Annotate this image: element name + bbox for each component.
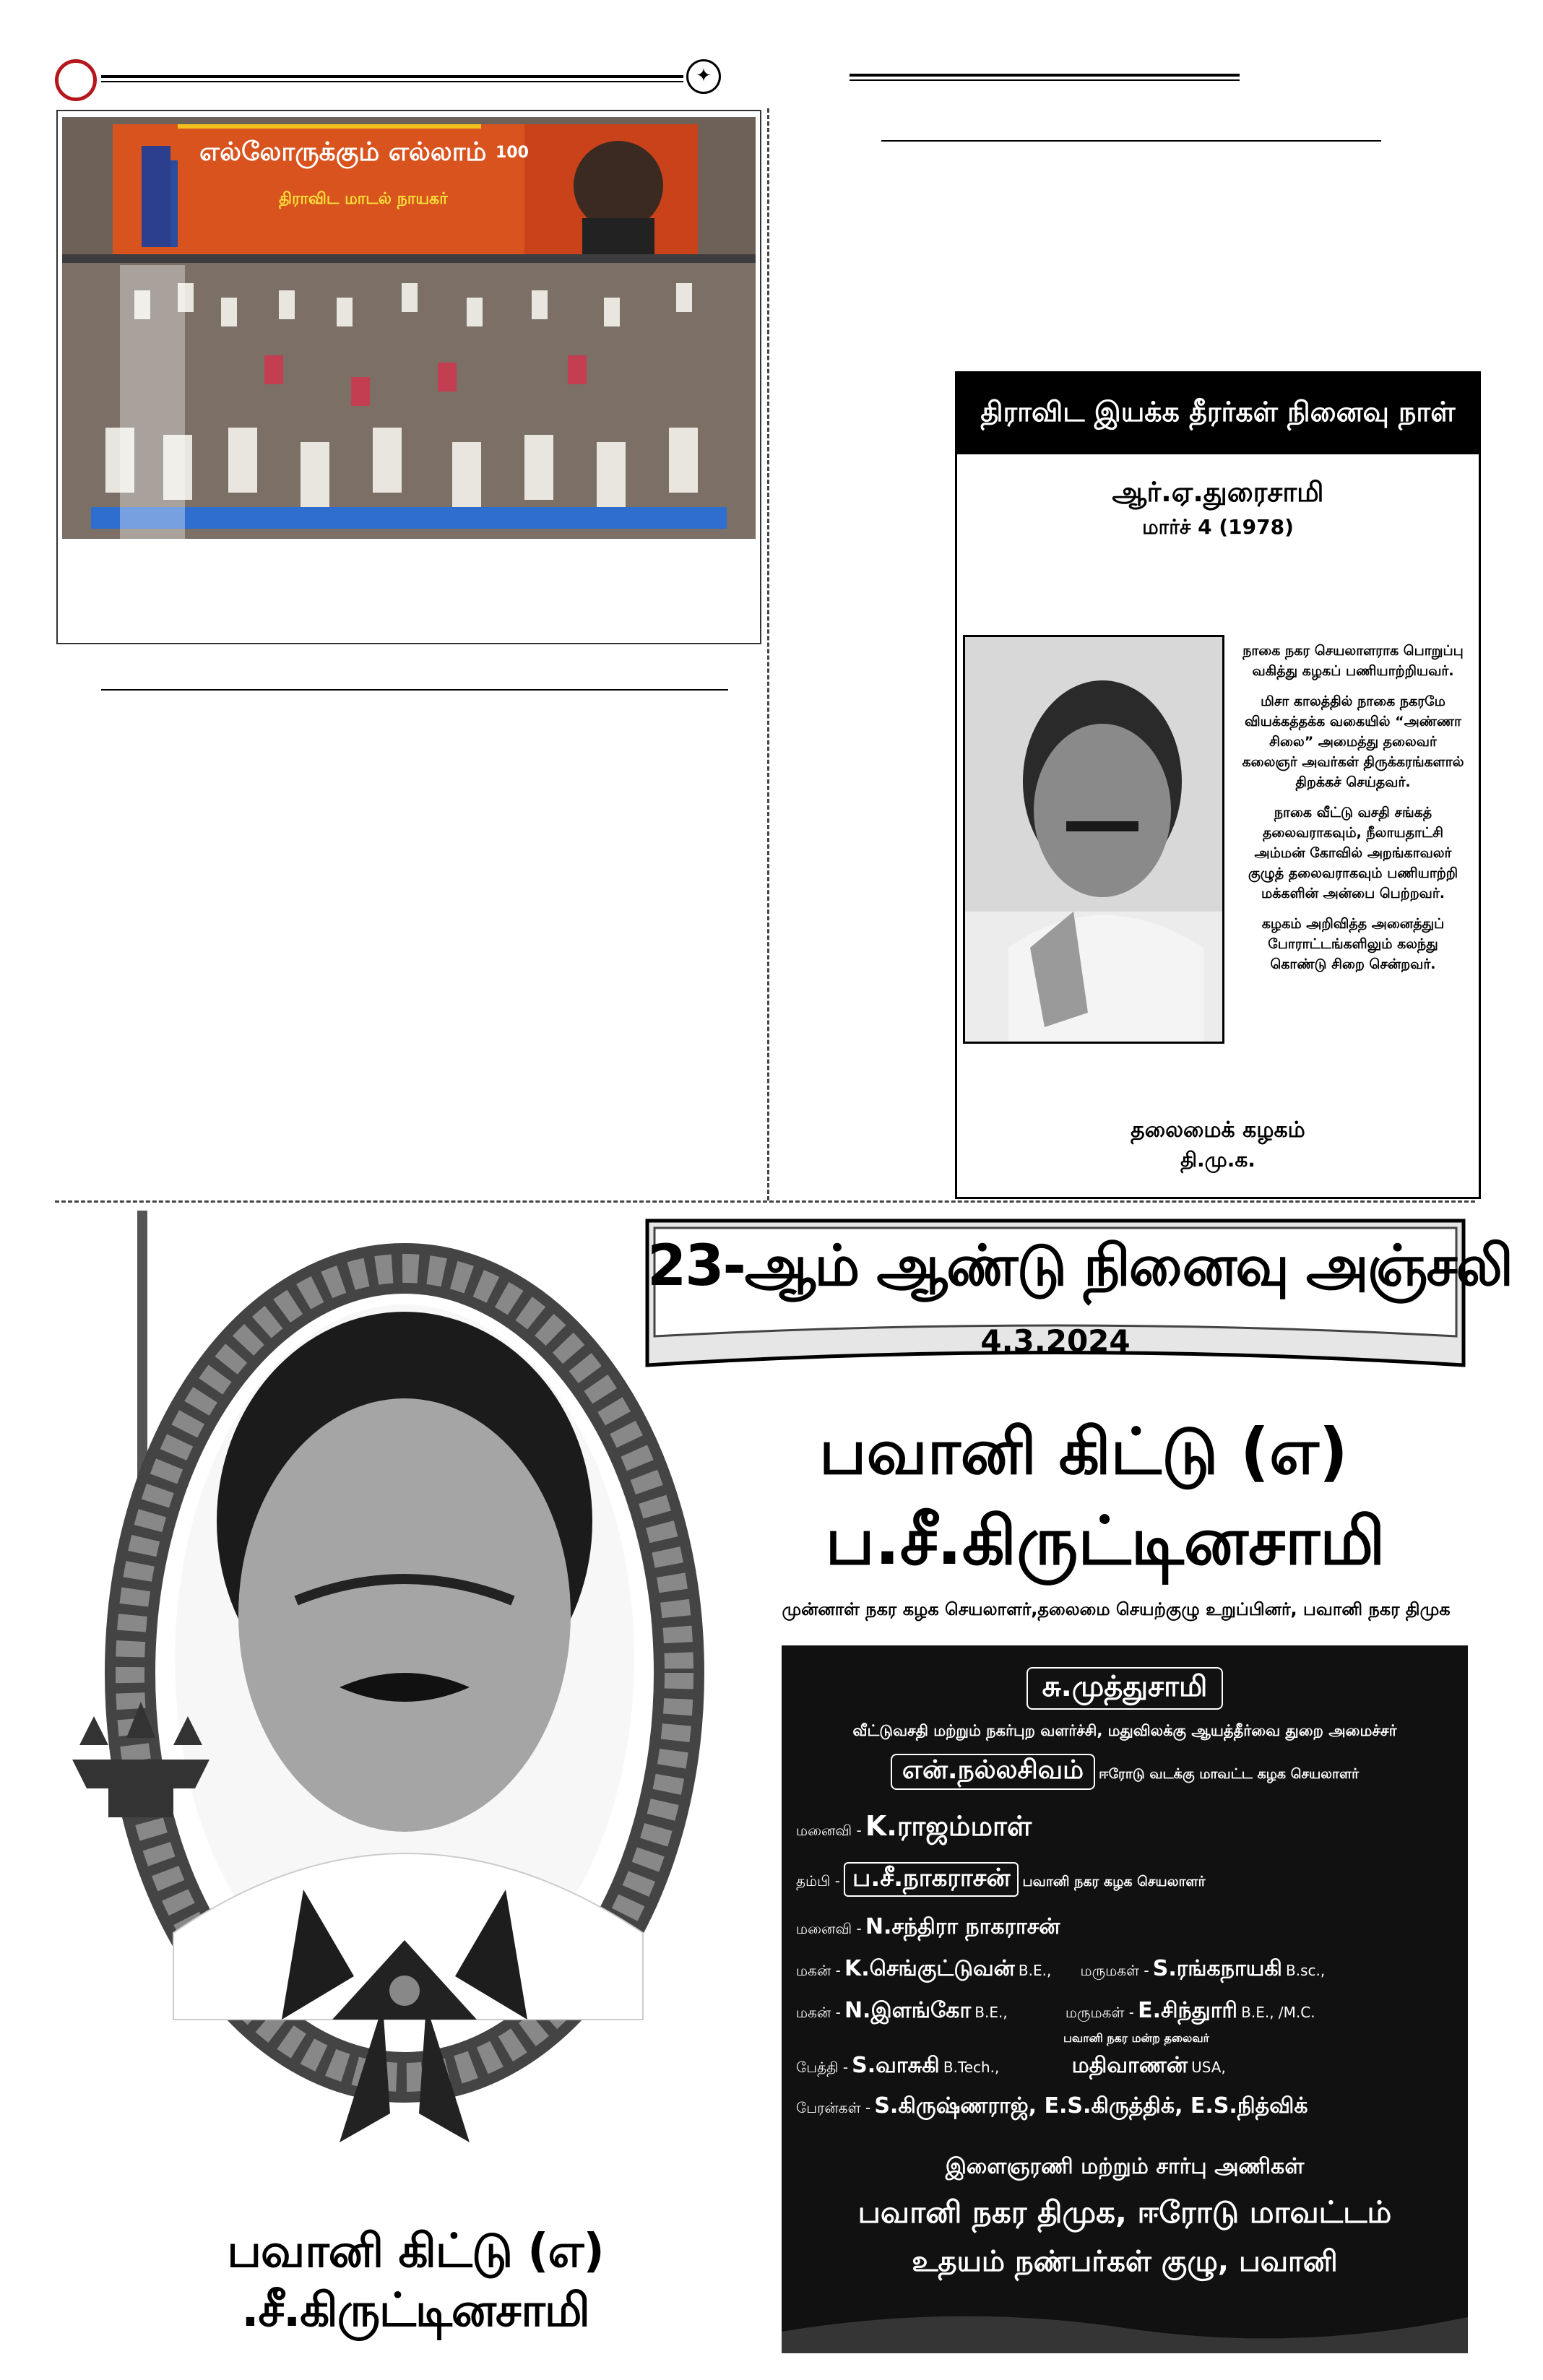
youth-wing: இளைஞரணி மற்றும் சார்பு அணிகள் — [945, 2154, 1305, 2179]
brother-label: தம்பி - — [796, 1872, 840, 1890]
header-circle-logo — [55, 59, 97, 101]
memorial-bio-2: மிசா காலத்தில் நாகை நகரமே வியக்கத்தக்க வகையில் “அண்ணா சிலை” அமைத்து தலைவர் கலைஞர் அவர்கள் திருக்கரங்களால் திறக்கச் செய்தவர். — [1242, 693, 1464, 790]
event-photo-frame — [56, 110, 761, 644]
photo-banner-number: 100 — [496, 144, 529, 162]
memorial-name: ஆர்.ஏ.துரைசாமி — [1112, 476, 1324, 508]
anniversary-date: 4.3.2024 — [980, 1323, 1131, 1359]
memorial-bio-3: நாகை வீட்டு வசதி சங்கத் தலைவராகவும், நீலாயதாட்சி அம்மன் கோவில் அறங்காவலர் குழுத் தலைவராகவும் பணியாற்றி மக்களின் அன்பை பெற்றவர். — [1248, 805, 1458, 901]
sil-label: மனைவி - — [796, 1920, 862, 1937]
son1-label: மகன் - — [796, 1962, 841, 1979]
anniversary-title: 23-ஆம் ஆண்டு நினைவு அஞ்சலி — [647, 1234, 1513, 1299]
anniversary-banner — [640, 1213, 1513, 1380]
header-emblem-icon: ✦ — [686, 59, 721, 94]
caption-rule — [101, 689, 728, 691]
memorial-footer-2: தி.மு.க. — [1180, 1148, 1255, 1172]
secretary-name: என்.நல்லசிவம் — [891, 1754, 1095, 1790]
memorial-date: மார்ச் 4 (1978) — [1142, 515, 1294, 539]
event-photo — [62, 117, 756, 539]
son1-name: K.செங்குட்டுவன் — [844, 1956, 1015, 1981]
memorial-header: திராவிட இயக்க தீரர்கள் நினைவு நாள் — [957, 373, 1479, 454]
granddaughter-husband-loc: USA, — [1191, 2059, 1226, 2076]
granddaughter-degree: B.Tech., — [943, 2059, 1000, 2076]
column-rule — [881, 140, 1381, 142]
memorial-footer-1: தலைமைக் கழகம் — [1131, 1117, 1305, 1143]
son2-name: N.இளங்கோ — [844, 1998, 972, 2023]
name-line-1: பவானி கிட்டு (எ) — [818, 1414, 1348, 1489]
granddaughter-husband: மதிவாணன் — [1071, 2053, 1188, 2078]
org-line-1: பவானி நகர திமுக, ஈரோடு மாவட்டம் — [857, 2194, 1392, 2230]
section-divider — [55, 1200, 1475, 1203]
dil2-title: பவானி நகர மன்ற தலைவர் — [1063, 2031, 1209, 2045]
header-rule-right — [850, 74, 1240, 77]
dil2-label: மருமகள் - — [1065, 2004, 1135, 2021]
photo-banner-text: எல்லோருக்கும் எல்லாம் — [199, 137, 487, 167]
memorial-notice — [955, 371, 1481, 1199]
wreath-portrait — [65, 1211, 722, 2200]
dil1-label: மருமகள் - — [1080, 1962, 1149, 1979]
header-rule-left — [101, 75, 683, 78]
granddaughter-label: பேத்தி - — [796, 2059, 849, 2076]
header-rule-left-thin — [101, 81, 683, 82]
memorial-bio-4: கழகம் அறிவித்த அனைத்துப் போராட்டங்களிலும் கலந்து கொண்டு சிறை சென்றவர். — [1261, 916, 1445, 972]
family-panel — [782, 1645, 1468, 2353]
panel-wave-decoration — [782, 2288, 1468, 2353]
designation: முன்னாள் நகர கழக செயலாளர்,தலைமை செயற்குழு உறுப்பினர், பவானி நகர திமுக — [782, 1599, 1451, 1619]
memorial-portrait — [963, 635, 1224, 1044]
photo-caption: பவானி கிட்டு (எ) .சீ.கிருட்டினசாமி — [227, 2225, 604, 2337]
dil1-name: S.ரங்கநாயகி — [1152, 1956, 1282, 1981]
dil2-name: E.சிந்துாரி — [1138, 1998, 1238, 2023]
grandsons-names: S.கிருஷ்ணராஜ், E.S.கிருத்திக், E.S.நித்விக் — [874, 2093, 1308, 2119]
son2-label: மகன் - — [796, 2004, 841, 2021]
wife-label: மனைவி - — [796, 1822, 862, 1839]
grandsons-label: பேரன்கள் - — [796, 2099, 871, 2116]
son1-degree: B.E., — [1018, 1962, 1052, 1979]
son2-degree: B.E., — [974, 2004, 1008, 2021]
memorial-bio-1: நாகை நகர செயலாளராக பொறுப்பு வகித்து கழகப் பணியாற்றியவர். — [1242, 643, 1464, 679]
wife-name: K.ராஜம்மாள் — [865, 1810, 1032, 1842]
granddaughter-name: S.வாசுகி — [852, 2053, 940, 2078]
secretary-title: ஈரோடு வடக்கு மாவட்ட கழக செயலாளர் — [1099, 1766, 1360, 1782]
sil-name: N.சந்திரா நாகராசன் — [865, 1914, 1060, 1939]
minister-title: வீட்டுவசதி மற்றும் நகர்புற வளர்ச்சி, மதுவிலக்கு ஆயத்தீர்வை துறை அமைச்சர் — [852, 1722, 1397, 1739]
header-rule-right-thin — [850, 79, 1240, 81]
brother-name: ப.சீ.நாகராசன் — [844, 1862, 1019, 1897]
column-divider — [767, 108, 769, 1200]
dil2-degree: B.E., /M.C. — [1241, 2004, 1315, 2021]
name-line-2: ப.சீ.கிருட்டினசாமி — [825, 1502, 1386, 1580]
photo-banner-sub: திராவிட மாடல் நாயகர் — [279, 190, 448, 208]
org-line-2: உதயம் நண்பர்கள் குழு, பவானி — [912, 2245, 1338, 2278]
minister-name: சு.முத்துசாமி — [1026, 1667, 1224, 1710]
brother-title: பவானி நகர கழக செயலாளர் — [1022, 1874, 1206, 1890]
dil1-degree: B.sc., — [1286, 1962, 1326, 1979]
